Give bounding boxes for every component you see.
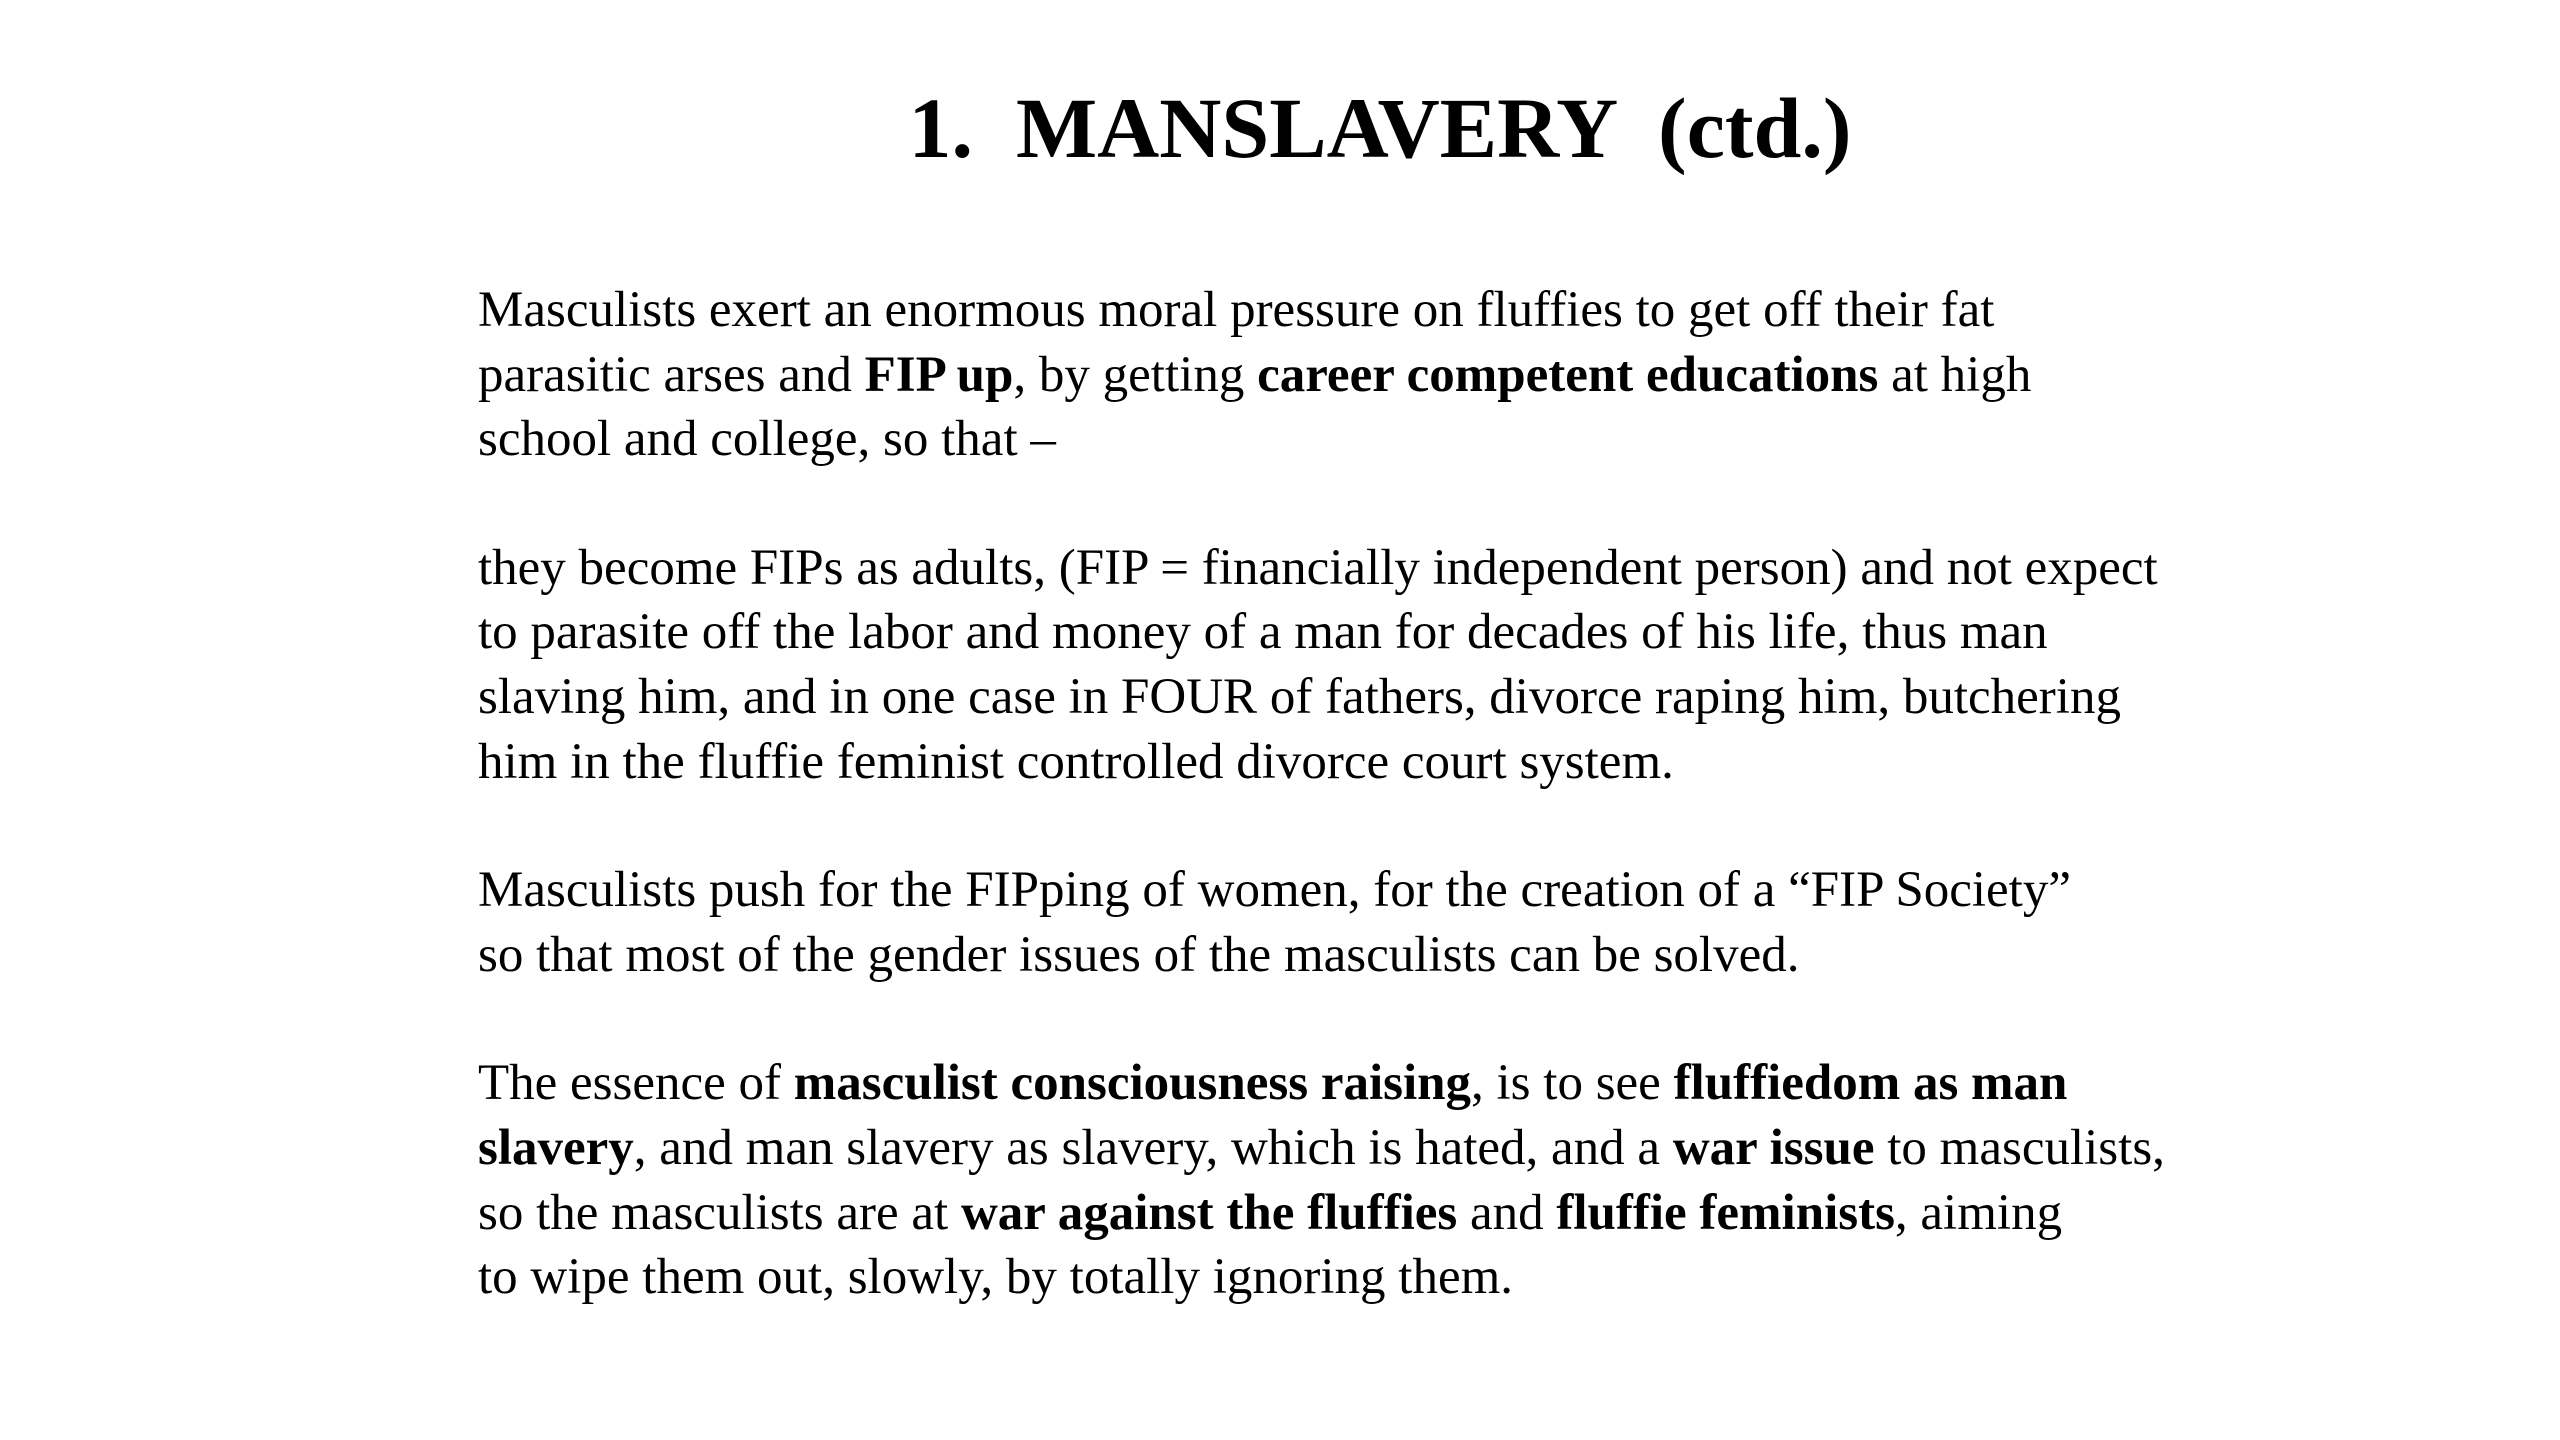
text-run: so the masculists are at	[478, 1184, 961, 1241]
text-run: to masculists,	[1874, 1119, 2165, 1176]
text-line	[478, 730, 2278, 795]
text-run: school and college, so that –	[478, 411, 1056, 468]
text-run: and	[1457, 1184, 1557, 1241]
slide-title: 1. MANSLAVERY (ctd.)	[908, 80, 1852, 176]
bold-text: fluffie feminists	[1556, 1184, 1895, 1241]
text-run: , is to see	[1471, 1055, 1674, 1112]
text-run: slaving him, and in one case in FOUR of fathers, divorce raping him, butchering	[478, 668, 2121, 725]
bold-text: fluffiedom as man	[1673, 1055, 2068, 1112]
text-line	[478, 1116, 2278, 1181]
text-run: The essence of	[478, 1055, 794, 1112]
bold-text: FIP up	[864, 346, 1014, 403]
bold-text: war issue	[1672, 1119, 1875, 1176]
text-run: , by getting	[1013, 346, 1258, 403]
text-line	[478, 1181, 2278, 1246]
text-line	[478, 665, 2278, 730]
paragraph	[478, 858, 2278, 987]
text-run: him in the fluffie feminist controlled divorce court system.	[478, 733, 1674, 790]
text-line	[478, 858, 2278, 923]
text-run: , and man slavery as slavery, which is hated, and a	[633, 1119, 1673, 1176]
text-line	[478, 1051, 2278, 1116]
text-line	[478, 278, 2278, 343]
text-line	[478, 343, 2278, 408]
paragraph	[478, 1051, 2278, 1309]
text-line	[478, 600, 2278, 665]
bold-text: career competent educations	[1257, 346, 1879, 403]
slide-body	[478, 278, 2278, 1374]
text-run: to wipe them out, slowly, by totally ignoring them.	[478, 1249, 1514, 1306]
text-run: to parasite off the labor and money of a man for decades of his life, thus man	[478, 604, 2048, 661]
text-line	[478, 1245, 2278, 1310]
text-run: Masculists exert an enormous moral pressure on fluffies to get off their fat	[478, 282, 1995, 338]
bold-text: slavery	[478, 1119, 634, 1176]
text-line	[478, 536, 2278, 601]
bold-text: war against the fluffies	[960, 1184, 1458, 1241]
bold-text: masculist consciousness raising	[793, 1055, 1472, 1112]
paragraph	[478, 536, 2278, 794]
text-line	[478, 923, 2278, 988]
text-run: they become FIPs as adults, (FIP = financially independent person) and not expect	[478, 539, 2158, 596]
text-run: Masculists push for the FIPping of women, for the creation of a “FIP Society”	[478, 862, 2071, 919]
text-line	[478, 407, 2278, 472]
text-run: parasitic arses and	[478, 346, 865, 403]
paragraph	[478, 278, 2278, 472]
text-run: so that most of the gender issues of the masculists can be solved.	[478, 926, 1800, 983]
text-run: , aiming	[1894, 1184, 2063, 1241]
text-run: at high	[1878, 346, 2032, 403]
